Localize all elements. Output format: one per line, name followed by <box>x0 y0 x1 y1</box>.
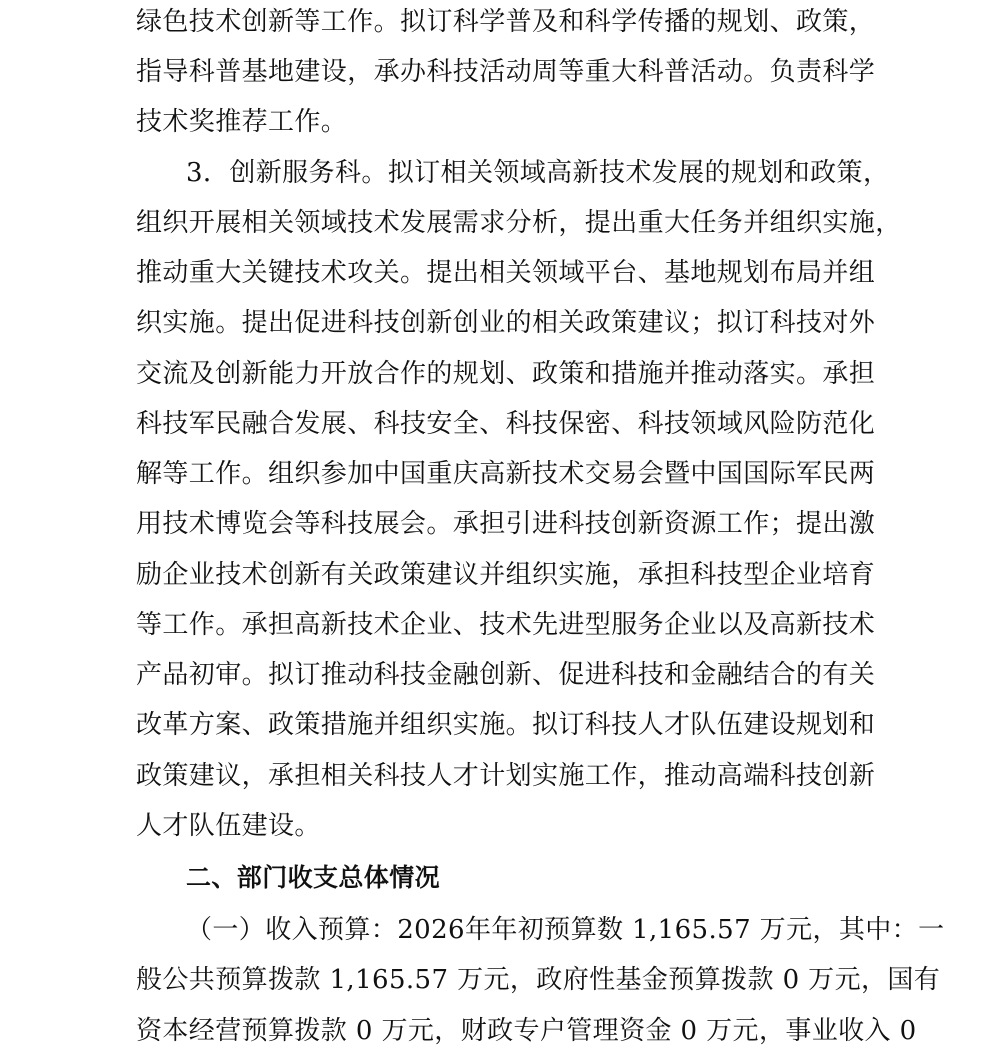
paragraph-line: 产品初审。拟订推动科技金融创新、促进科技和金融结合的有关 <box>136 660 876 690</box>
paragraph-line-indented: （一）收入预算：2026年年初预算数 1,165.57 万元，其中：一 <box>186 915 945 945</box>
section-heading: 二、部门收支总体情况 <box>186 863 441 892</box>
paragraph-line: 般公共预算拨款 1,165.57 万元，政府性基金预算拨款 0 万元，国有 <box>136 965 941 995</box>
paragraph-line: 改革方案、政策措施并组织实施。拟订科技人才队伍建设规划和 <box>136 710 876 740</box>
paragraph-line: 技术奖推荐工作。 <box>136 107 348 137</box>
paragraph-line: 用技术博览会等科技展会。承担引进科技创新资源工作；提出激 <box>136 509 876 539</box>
paragraph-line: 解等工作。组织参加中国重庆高新技术交易会暨中国国际军民两 <box>136 459 876 489</box>
paragraph-line: 交流及创新能力开放合作的规划、政策和措施并推动落实。承担 <box>136 359 876 389</box>
paragraph-line: 推动重大关键技术攻关。提出相关领域平台、基地规划布局并组 <box>136 258 876 288</box>
paragraph-line: 等工作。承担高新技术企业、技术先进型服务企业以及高新技术 <box>136 610 876 640</box>
paragraph-line: 组织开展相关领域技术发展需求分析，提出重大任务并组织实施， <box>136 208 902 238</box>
paragraph-line: 绿色技术创新等工作。拟订科学普及和科学传播的规划、政策， <box>136 7 876 37</box>
paragraph-line: 科技军民融合发展、科技安全、科技保密、科技领域风险防范化 <box>136 409 876 439</box>
paragraph-line: 织实施。提出促进科技创新创业的相关政策建议；拟订科技对外 <box>136 308 876 338</box>
paragraph-line: 政策建议，承担相关科技人才计划实施工作，推动高端科技创新 <box>136 761 876 791</box>
paragraph-line: 人才队伍建设。 <box>136 811 321 841</box>
paragraph-line: 资本经营预算拨款 0 万元，财政专户管理资金 0 万元，事业收入 0 <box>136 1016 917 1046</box>
paragraph-line: 指导科普基地建设，承办科技活动周等重大科普活动。负责科学 <box>136 57 876 87</box>
paragraph-line-indented: 3．创新服务科。拟订相关领域高新技术发展的规划和政策， <box>186 158 890 188</box>
paragraph-line: 励企业技术创新有关政策建议并组织实施，承担科技型企业培育 <box>136 560 876 590</box>
